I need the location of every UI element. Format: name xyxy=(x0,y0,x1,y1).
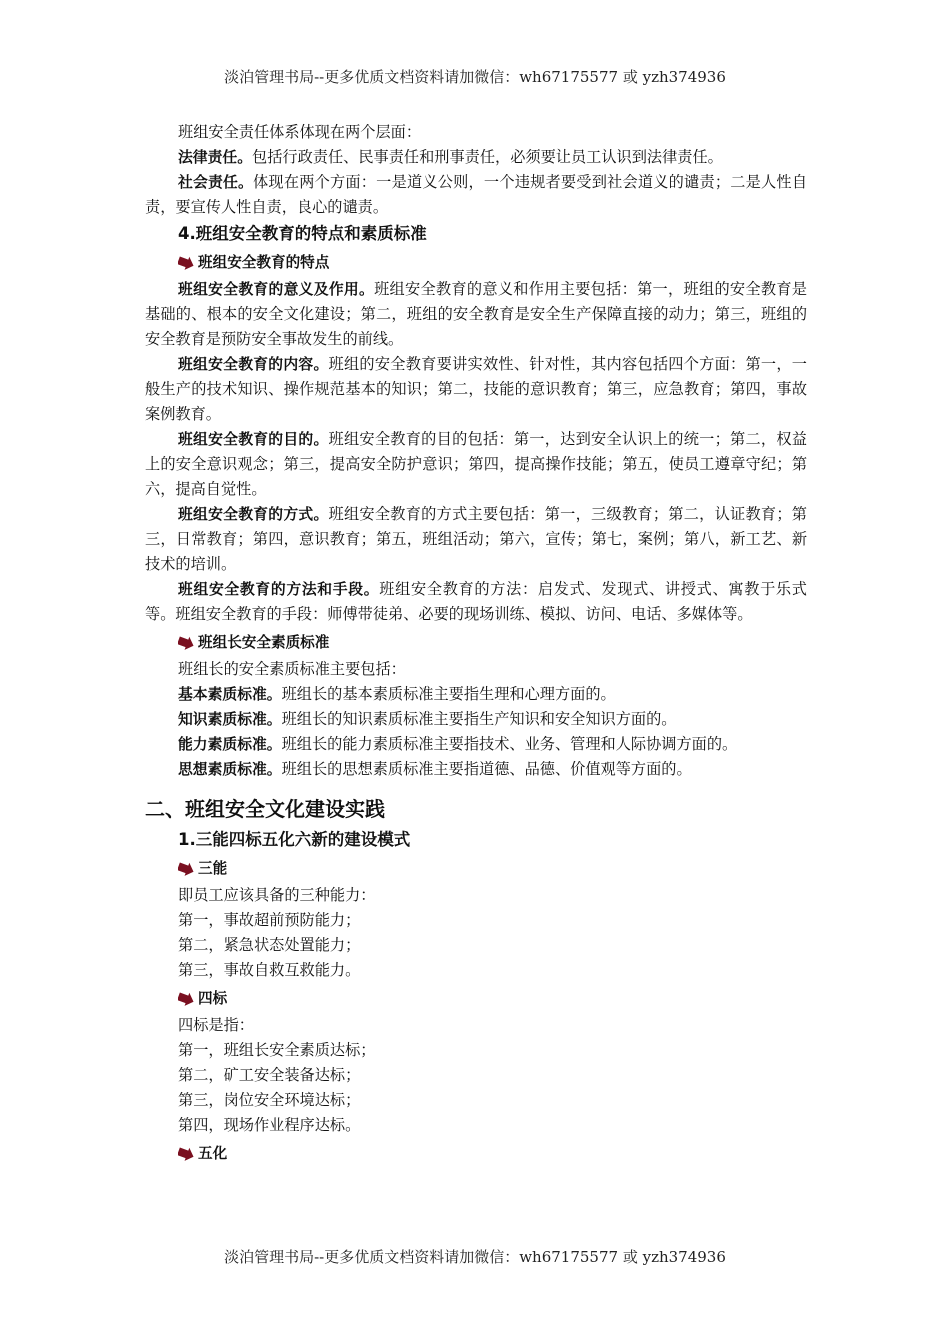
bold-lead: 基本素质标准。 xyxy=(178,686,282,703)
bold-lead: 法律责任。 xyxy=(178,149,252,166)
subheading-label: 三能 xyxy=(198,860,228,877)
quality-basic xyxy=(145,682,807,707)
arrow-bullet-icon xyxy=(178,862,194,876)
subheading-features xyxy=(145,250,807,275)
document-body xyxy=(145,120,807,1168)
section-4-title: 4.班组安全教育的特点和素质标准 xyxy=(178,224,427,243)
bold-lead: 思想素质标准。 xyxy=(178,761,282,778)
four-intro: 四标是指： xyxy=(178,1016,254,1034)
paragraph-text: 包括行政责任、民事责任和刑事责任，必须要让员工认识到法律责任。 xyxy=(252,148,723,166)
paragraph-text: 班组长的思想素质标准主要指道德、品德、价值观等方面的。 xyxy=(281,760,692,778)
bold-lead: 知识素质标准。 xyxy=(178,711,282,728)
bold-lead: 班组安全教育的内容。 xyxy=(178,356,329,373)
arrow-bullet-icon xyxy=(178,256,194,270)
three-intro: 即员工应该具备的三种能力： xyxy=(178,886,376,904)
way-paragraph xyxy=(145,502,807,577)
meaning-paragraph xyxy=(145,277,807,352)
legal-responsibility-paragraph xyxy=(145,145,807,170)
page-header: 淡泊管理书局--更多优质文档资料请加微信：wh67175577 或 yzh374936 xyxy=(224,68,726,86)
arrow-bullet-icon xyxy=(178,1147,194,1161)
subheading-label: 班组长安全素质标准 xyxy=(198,634,330,651)
method-paragraph xyxy=(145,577,807,627)
list-item: 第二，紧急状态处置能力； xyxy=(178,936,361,954)
bold-lead: 班组安全教育的意义及作用。 xyxy=(178,281,375,298)
subheading-five xyxy=(145,1141,807,1166)
paragraph-text: 班组长的能力素质标准主要指技术、业务、管理和人际协调方面的。 xyxy=(281,735,738,753)
paragraph-text: 班组安全教育的意义和作用主要包括：第一，班组的安全教育是基础的、根本的安全文化建设；第二，班组的安全教育是安全生产保障直接的动力；第三，班组的安全教育是预防安全事故发生的前线。 xyxy=(145,280,807,348)
paragraph-text: 班组的安全教育要讲实效性、针对性，其内容包括四个方面：第一，一般生产的技术知识、操作规范基本的知识；第二，技能的意识教育；第三，应急教育；第四，事故案例教育。 xyxy=(145,355,807,423)
quality-ability xyxy=(145,732,807,757)
paragraph-text: 班组安全教育的目的包括：第一，达到安全认识上的统一；第二，权益上的安全意识观念；第三，提高安全防护意识；第四，提高操作技能；第五，使员工遵章守纪；第六，提高自觉性。 xyxy=(145,430,807,498)
bold-lead: 班组安全教育的目的。 xyxy=(178,431,329,448)
content-paragraph xyxy=(145,352,807,427)
bold-lead: 班组安全教育的方式。 xyxy=(178,506,329,523)
part-2-title: 二、班组安全文化建设实践 xyxy=(145,797,385,821)
leader-intro: 班组长的安全素质标准主要包括： xyxy=(178,660,406,678)
subheading-three-abilities xyxy=(145,856,807,881)
list-item: 第二，矿工安全装备达标； xyxy=(178,1066,361,1084)
list-item: 第四，现场作业程序达标。 xyxy=(178,1116,361,1134)
paragraph-text: 班组长的基本素质标准主要指生理和心理方面的。 xyxy=(281,685,616,703)
bold-lead: 能力素质标准。 xyxy=(178,736,282,753)
bold-lead: 班组安全教育的方法和手段。 xyxy=(178,581,380,598)
subheading-leader xyxy=(145,630,807,655)
subheading-label: 班组安全教育的特点 xyxy=(198,254,330,271)
social-responsibility-paragraph xyxy=(145,170,807,220)
paragraph-text: 班组长的知识素质标准主要指生产知识和安全知识方面的。 xyxy=(281,710,677,728)
page-footer: 淡泊管理书局--更多优质文档资料请加微信：wh67175577 或 yzh374936 xyxy=(224,1248,726,1266)
subheading-four-standards xyxy=(145,986,807,1011)
list-item: 第一，班组长安全素质达标； xyxy=(178,1041,376,1059)
list-item: 第一，事故超前预防能力； xyxy=(178,911,361,929)
paragraph-text: 班组安全教育的方式主要包括：第一，三级教育；第二，认证教育；第三，日常教育；第四，意识教育；第五，班组活动；第六，宣传；第七，案例；第八，新工艺、新技术的培训。 xyxy=(145,505,807,573)
section-1-title: 1.三能四标五化六新的建设模式 xyxy=(178,830,411,849)
bold-lead: 社会责任。 xyxy=(178,174,254,191)
paragraph-text: 班组安全教育的方法：启发式、发现式、讲授式、寓教于乐式等。班组安全教育的手段：师傅带徒弟、必要的现场训练、模拟、访问、电话、多媒体等。 xyxy=(145,580,807,623)
subheading-label: 四标 xyxy=(198,990,228,1007)
arrow-bullet-icon xyxy=(178,636,194,650)
quality-thought xyxy=(145,757,807,782)
list-item: 第三，事故自救互救能力。 xyxy=(178,961,361,979)
paragraph-text: 体现在两个方面：一是道义公则，一个违规者要受到社会道义的谴责；二是人性自责，要宣传人性自责，良心的谴责。 xyxy=(145,173,808,216)
intro-paragraph: 班组安全责任体系体现在两个层面： xyxy=(178,123,421,141)
arrow-bullet-icon xyxy=(178,992,194,1006)
list-item: 第三，岗位安全环境达标； xyxy=(178,1091,361,1109)
goal-paragraph xyxy=(145,427,807,502)
quality-knowledge xyxy=(145,707,807,732)
subheading-label: 五化 xyxy=(198,1145,228,1162)
